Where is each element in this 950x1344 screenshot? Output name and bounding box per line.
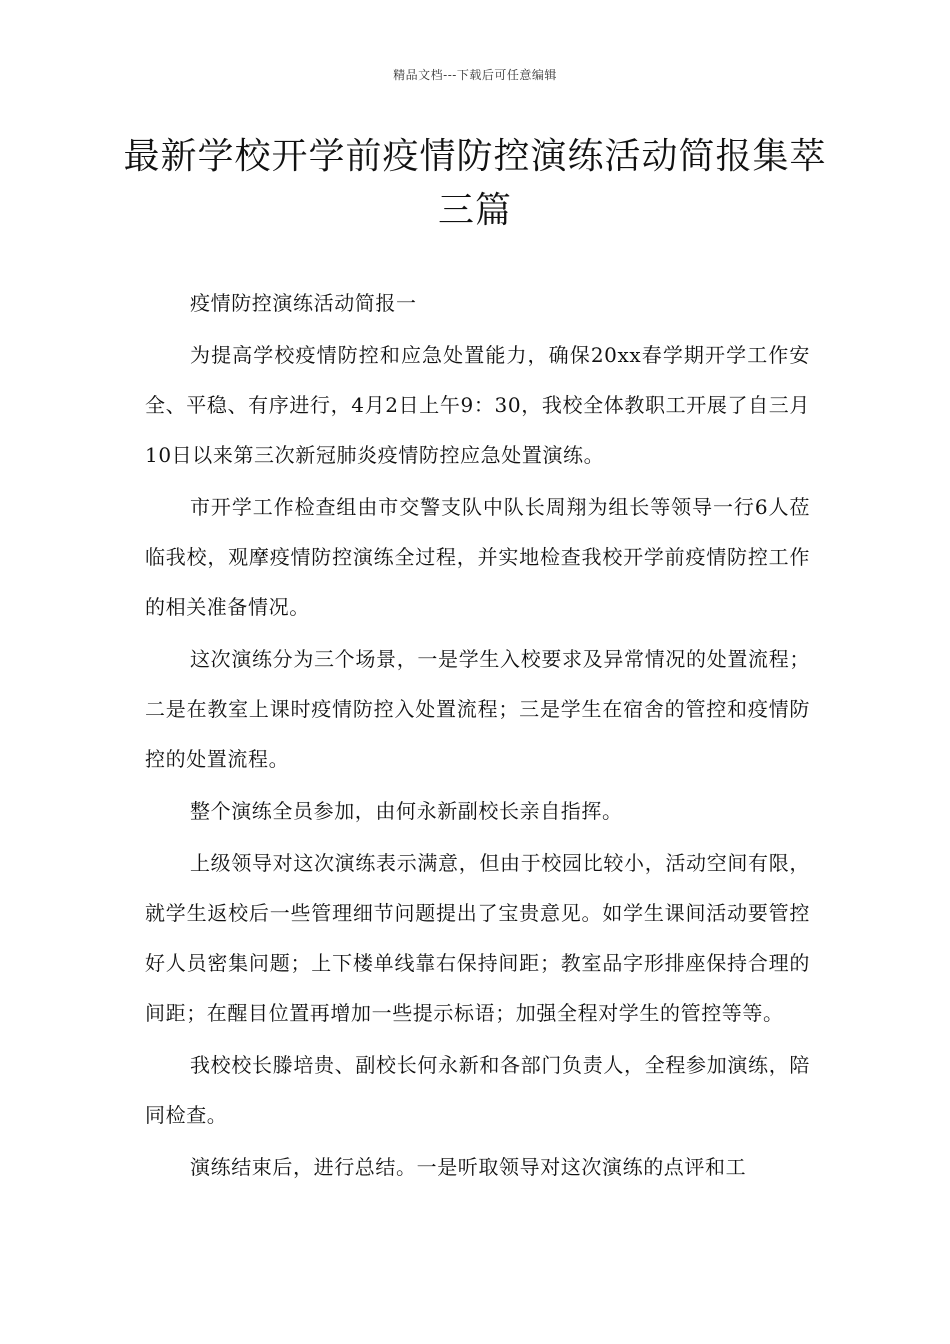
document-body (145, 278, 810, 1194)
document-title: 最新学校开学前疫情防控演练活动简报集萃三篇 (123, 136, 827, 231)
header-note: 精品文档---下载后可任意编辑 (393, 68, 557, 82)
section-heading: 疫情防控演练活动简报一 (190, 291, 417, 315)
paragraph: 演练结束后，进行总结。一是听取领导对这次演练的点评和工 (190, 1155, 747, 1179)
paragraph: 市开学工作检查组由市交警支队中队长周翔为组长等领导一行6人莅临我校，观摩疫情防控演练全过程，并实地检查我校开学前疫情防控工作的相关准备情况。 (145, 495, 810, 619)
paragraph: 整个演练全员参加，由何永新副校长亲自指挥。 (190, 799, 623, 823)
paragraph: 我校校长滕培贵、副校长何永新和各部门负责人，全程参加演练，陪同检查。 (145, 1053, 810, 1127)
paragraph: 为提高学校疫情防控和应急处置能力，确保20xx春学期开学工作安全、平稳、有序进行，4月2日上午9：30，我校全体教职工开展了自三月10日以来第三次新冠肺炎疫情防控应急处置演练。 (145, 343, 810, 467)
paragraph: 这次演练分为三个场景，一是学生入校要求及异常情况的处置流程；二是在教室上课时疫情防控入处置流程；三是学生在宿舍的管控和疫情防控的处置流程。 (145, 647, 810, 771)
paragraph: 上级领导对这次演练表示满意，但由于校园比较小，活动空间有限，就学生返校后一些管理细节问题提出了宝贵意见。如学生课间活动要管控好人员密集问题；上下楼单线靠右保持间距；教室品字形排座保持合理的间距；在醒目位置再增加一些提示标语；加强全程对学生的管控等等。 (145, 851, 810, 1025)
